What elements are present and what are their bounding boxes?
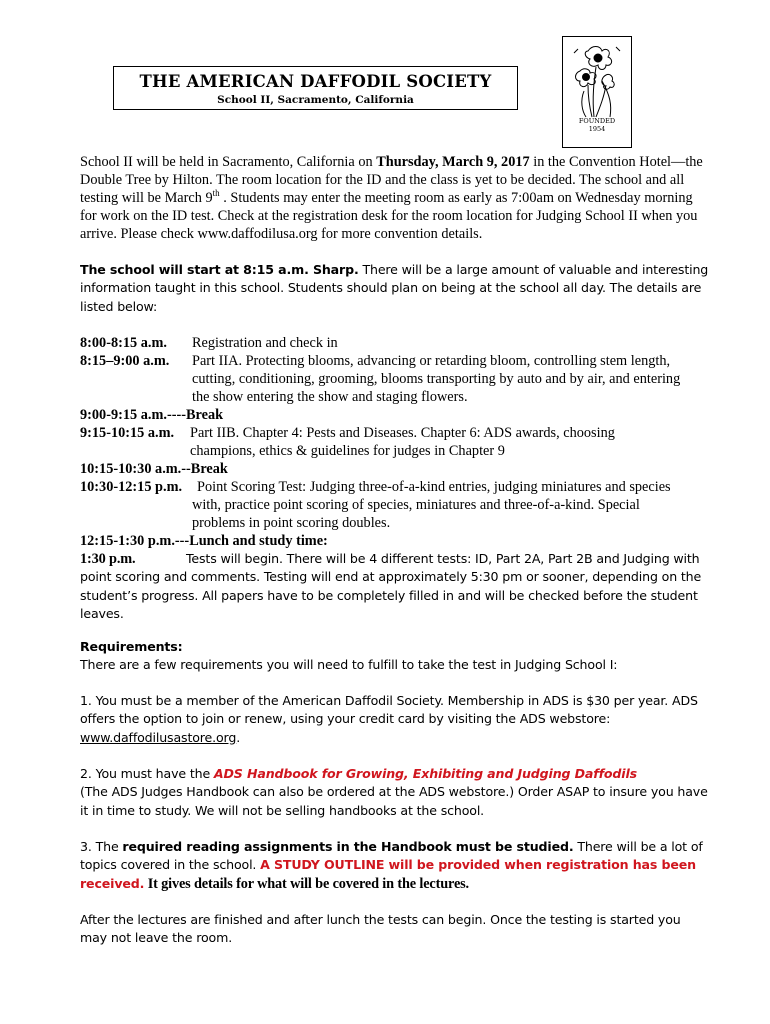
schedule-item: 8:15–9:00 a.m. Part IIA. Protecting blooms, advancing or retarding bloom, controlling stem length, [80, 353, 671, 369]
schedule: 8:00-8:15 a.m. Registration and check in 8:15–9:00 a.m. Part IIA. Protecting blooms, advancing or retarding bloom, controlling stem length, cutting, conditioning, grooming, blooms transporting by auto and by air, and entering the show entering the show and staging flowers. 9:00-9:15 a.m.----Break 9:15-10:15 a.m. Part IIB. Chapter 4: Pests and Diseases. Chapter 6: ADS awards, choosing champions, ethics & guidelines for judges in Chapter 9 10:15-10:30 a.m.--Break 10:30-12:15 p.m. Point Scoring Test: Judging three-of-a-kind entries, judging miniatures and species with, practice point scoring of species, miniatures and three-of-a-kind. Special problems in point scoring doubles. 12:15-1:30 p.m.---Lunch and study time: [80, 334, 710, 550]
handbook-title: ADS Handbook for Growing, Exhibiting and Judging Daffodils [213, 766, 637, 781]
schedule-item: 8:00-8:15 a.m. Registration and check in [80, 335, 338, 351]
lunch-label: 12:15-1:30 p.m.---Lunch and study time: [80, 533, 328, 549]
requirement-1: 1. You must be a member of the American Daffodil Society. Membership in ADS is $30 per year. ADS offers the option to join or renew, using your credit card by visiting the ADS webstore: www.daffodilusastore.org. [80, 693, 698, 745]
schedule-item: 9:15-10:15 a.m. Part IIB. Chapter 4: Pests and Diseases. Chapter 6: ADS awards, choosing [80, 425, 615, 441]
founded-label: FOUNDED 1954 [578, 117, 616, 133]
webstore-link[interactable]: www.daffodilusastore.org [80, 729, 237, 745]
study-outline-notice: A STUDY OUTLINE will be provided when registration has been received. [80, 857, 696, 891]
society-logo [562, 36, 632, 148]
society-title: THE AMERICAN DAFFODIL SOCIETY [139, 72, 492, 91]
requirement-3: 3. The required reading assignments in the Handbook must be studied. There will be a lot of topics covered in the school. A STUDY OUTLINE will be provided when registration has been received. It gives details for what will be covered in the lectures. [80, 839, 703, 892]
requirements-section: Requirements: There are a few requirements you will need to fulfill to take the test in Judging School I: [80, 639, 618, 673]
school-subtitle: School II, Sacramento, California [217, 94, 414, 106]
start-paragraph: The school will start at 8:15 a.m. Sharp. There will be a large amount of valuable and interesting information taught in this school. Students should plan on being at the school all day. The details are listed below: [80, 262, 709, 314]
daffodil-logo-icon [566, 41, 628, 119]
requirement-2: 2. You must have the ADS Handbook for Growing, Exhibiting and Judging Daffodils (The ADS Judges Handbook can also be ordered at the ADS webstore.) Order ASAP to insure you have it in time to study. We will not be selling handbooks at the school. [80, 766, 708, 818]
header-box [113, 66, 518, 110]
closing-paragraph: After the lectures are finished and after lunch the tests can begin. Once the testing is started you may not leave the room. [80, 912, 681, 946]
requirements-heading: Requirements: [80, 639, 183, 654]
intro-paragraph: School II will be held in Sacramento, California on Thursday, March 9, 2017 in the Convention Hotel—the Double Tree by Hilton. The room location for the ID and the class is yet to be decided. The school and all testing will be March 9th . Students may enter the meeting room as early as 7:00am on Wednesday morning for work on the ID test. Check at the registration desk for the room location for Judging School II when you arrive. Please check www.daffodilusa.org for more convention details. [80, 154, 703, 242]
schedule-item: 10:30-12:15 p.m. Point Scoring Test: Judging three-of-a-kind entries, judging miniatures and species [80, 479, 671, 495]
break-label: 9:00-9:15 a.m.----Break [80, 407, 224, 423]
break-label: --Break [181, 461, 228, 477]
school-date: Thursday, March 9, 2017 [376, 154, 530, 170]
testing-paragraph: 1:30 p.m. Tests will begin. There will be 4 different tests: ID, Part 2A, Part 2B and Judging with point scoring and comments. Testing will end at approximately 5:30 pm or sooner, depending on the student’s progress. All papers have to be completely filled in and will be checked before the student leaves. [80, 551, 702, 621]
